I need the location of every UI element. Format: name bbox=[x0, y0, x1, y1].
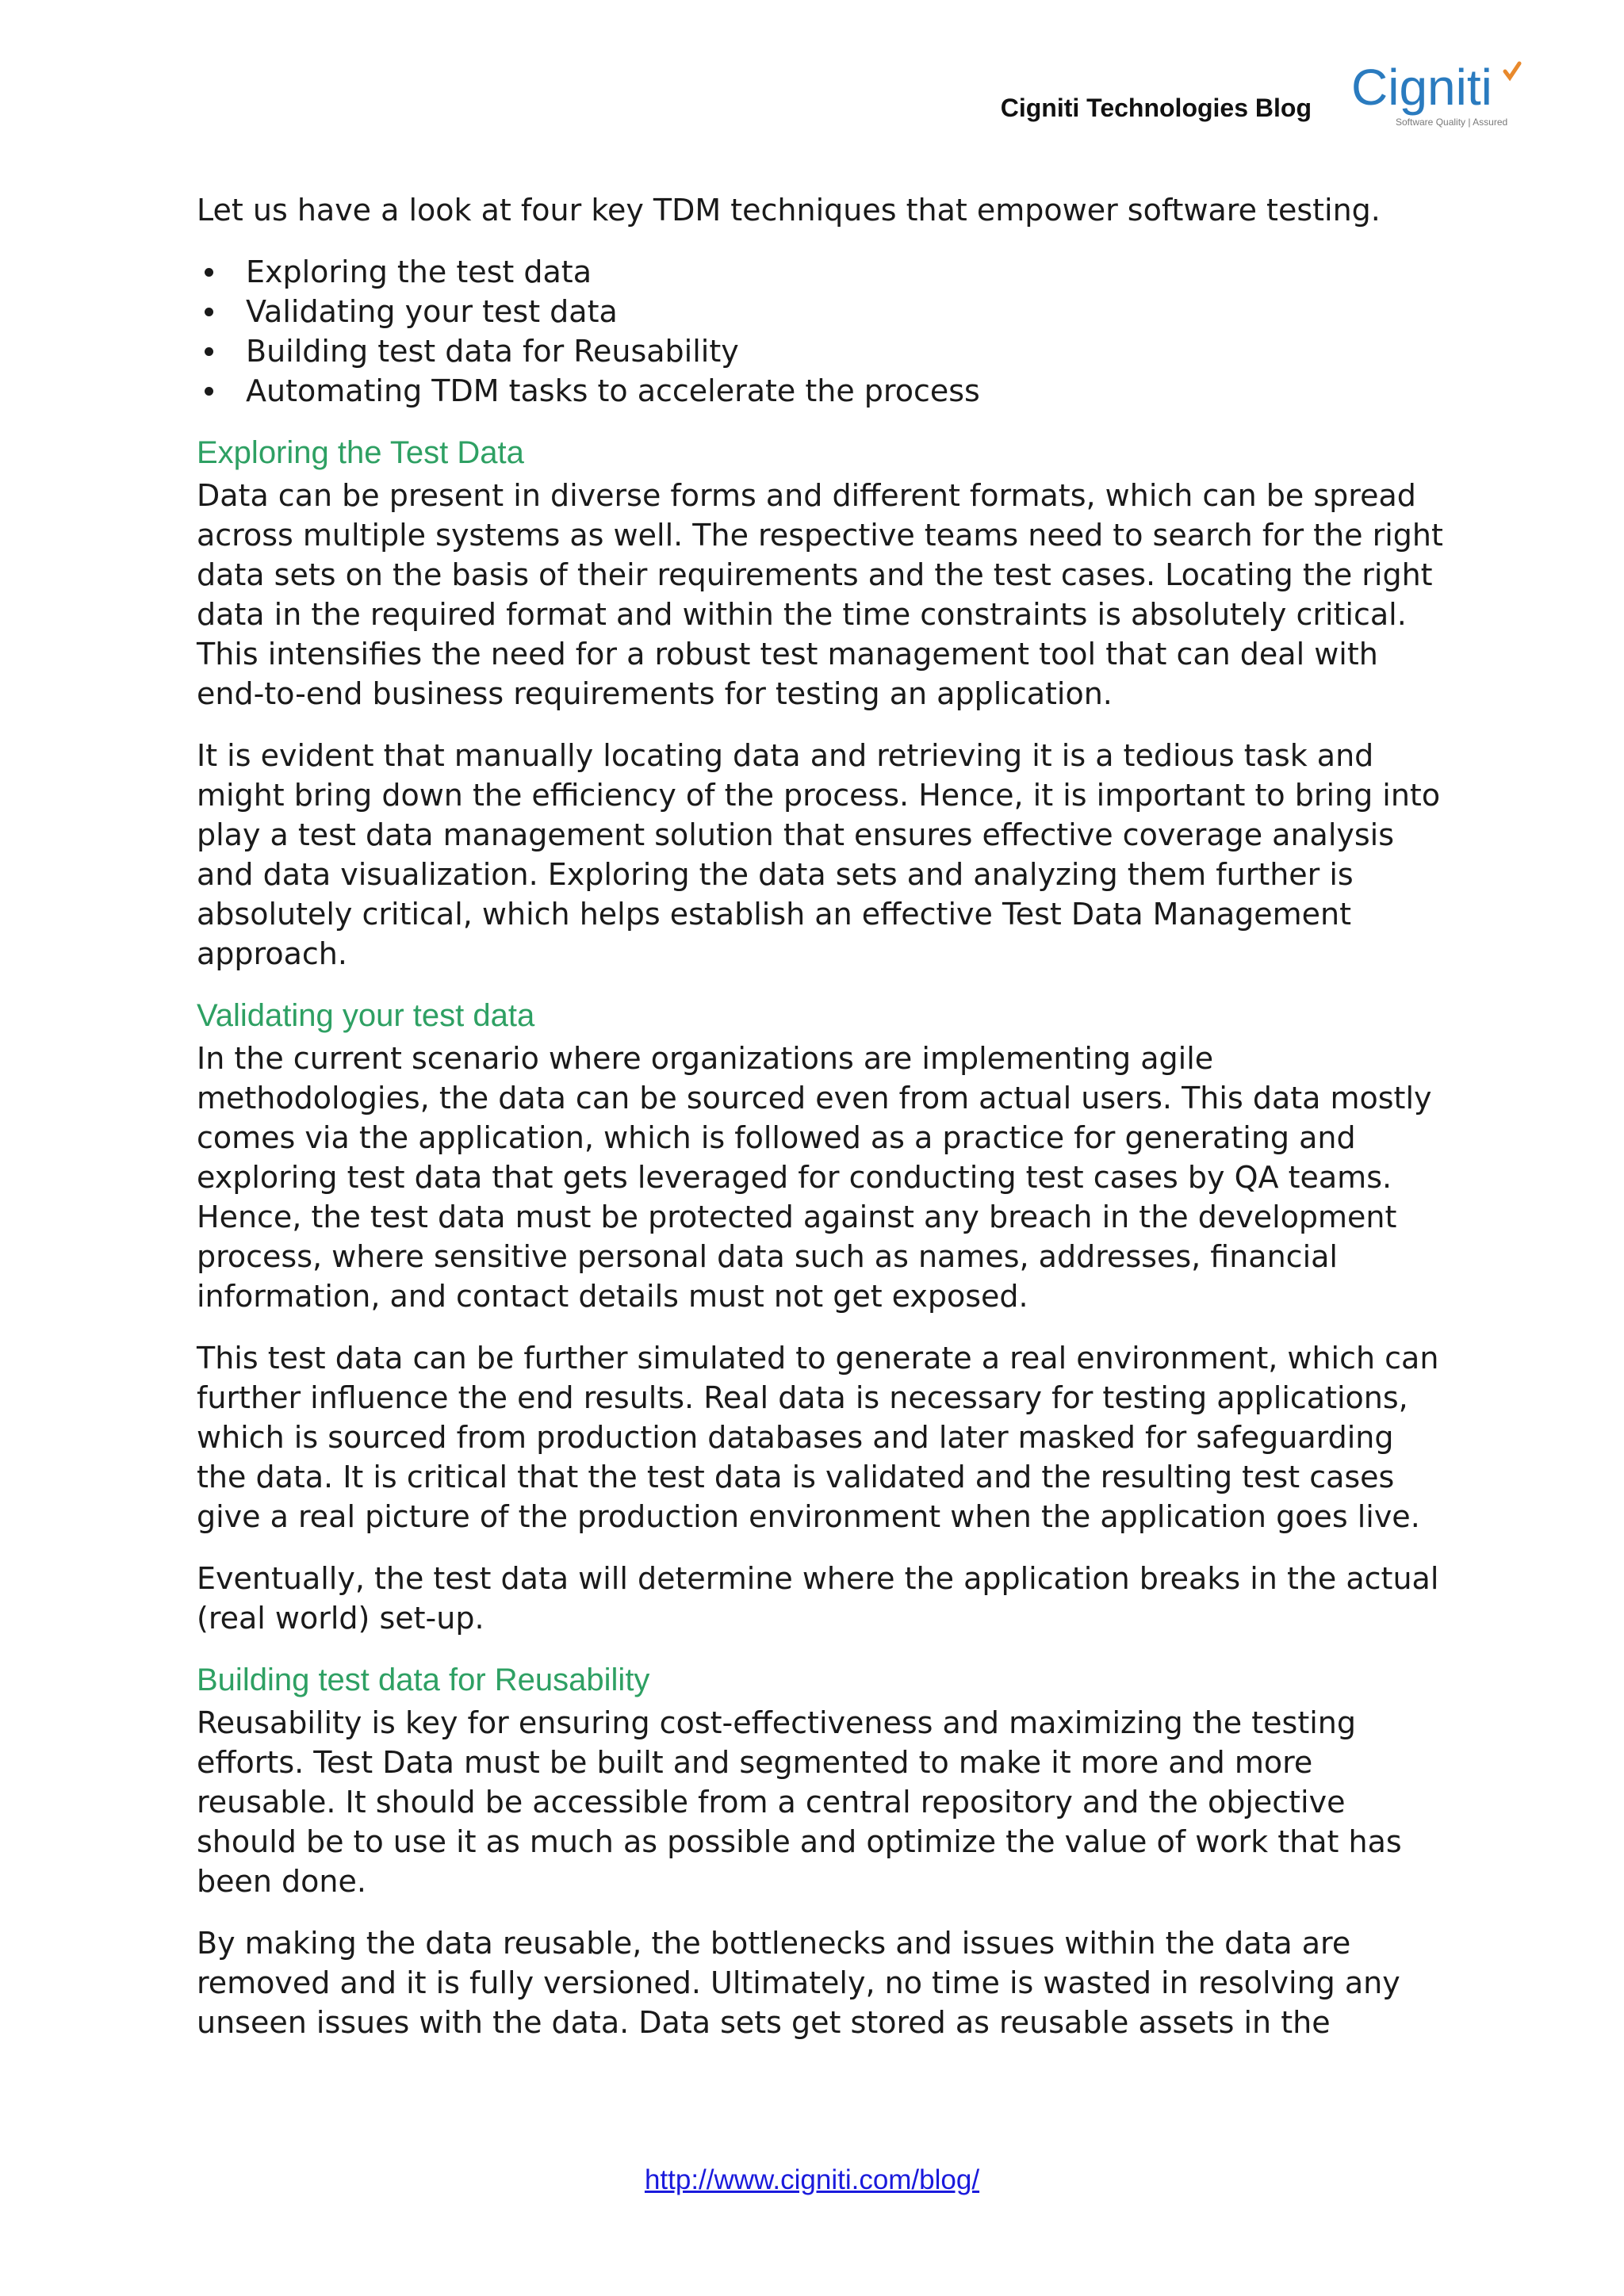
list-item bbox=[197, 292, 1450, 331]
intro-paragraph: Let us have a look at four key TDM techniques that empower software testing. bbox=[197, 193, 1381, 228]
bullet-icon bbox=[205, 308, 213, 316]
bullet-icon bbox=[205, 268, 213, 277]
technique-list bbox=[197, 252, 1450, 411]
list-item-text: Exploring the test data bbox=[246, 254, 592, 289]
bullet-icon bbox=[205, 347, 213, 356]
list-item-text: Building test data for Reusability bbox=[246, 334, 739, 369]
body-paragraph: Eventually, the test data will determine where the application breaks in the actual (real world) set-up. bbox=[197, 1561, 1439, 1636]
blog-title: Cigniti Technologies Blog bbox=[1000, 93, 1312, 122]
body-paragraph: Reusability is key for ensuring cost-effectiveness and maximizing the testing efforts. Test Data must be built and segmented to make it more and more reusable. It should be accessible from a central repository and the objective should be to use it as much as possible and optimize the value of work that has been done. bbox=[197, 1705, 1402, 1899]
section-heading-reusability: Building test data for Reusability bbox=[197, 1663, 650, 1697]
logo-wordmark: Cigniti bbox=[1351, 60, 1492, 116]
logo-tagline: Software Quality | Assured bbox=[1396, 117, 1508, 128]
logo-tick-icon bbox=[1505, 63, 1519, 78]
list-item-text: Validating your test data bbox=[246, 294, 618, 329]
list-item bbox=[197, 331, 1450, 371]
blog-url-link[interactable]: http://www.cigniti.com/blog/ bbox=[644, 2164, 980, 2195]
bullet-icon bbox=[205, 387, 213, 396]
list-item bbox=[197, 371, 1450, 411]
body-paragraph: This test data can be further simulated to generate a real environment, which can further influence the end results. Real data is necessary for testing applications, which is sourced from production databases and later masked for safeguarding the data. It is critical that the test data is validated and the resulting test cases give a real picture of the production environment when the application goes live. bbox=[197, 1341, 1439, 1534]
body-paragraph: It is evident that manually locating data and retrieving it is a tedious task and might bring down the efficiency of the process. Hence, it is important to bring into play a test data management solution that ensures effective coverage analysis and data visualization. Exploring the data sets and analyzing them further is absolutely critical, which helps establish an effective Test Data Management approach. bbox=[197, 738, 1441, 971]
page-header bbox=[1001, 60, 1545, 132]
body-paragraph: By making the data reusable, the bottlenecks and issues within the data are removed and it is fully versioned. Ultimately, no time is wasted in resolving any unseen issues with the data. Data sets get stored as reusable assets in the bbox=[197, 1926, 1400, 2040]
section-heading-exploring: Exploring the Test Data bbox=[197, 435, 524, 470]
body-paragraph: Data can be present in diverse forms and different formats, which can be spread across multiple systems as well. The respective teams need to search for the right data sets on the basis of their requirements and the test cases. Locating the right data in the required format and within the time constraints is absolutely critical. This intensifies the need for a robust test management tool that can deal with end-to-end business requirements for testing an application. bbox=[197, 478, 1443, 711]
document-body bbox=[197, 190, 1450, 2064]
cigniti-logo[interactable] bbox=[1346, 60, 1545, 132]
list-item-text: Automating TDM tasks to accelerate the process bbox=[246, 373, 980, 408]
list-item bbox=[197, 252, 1450, 292]
body-paragraph: In the current scenario where organizations are implementing agile methodologies, the data can be sourced even from actual users. This data mostly comes via the application, which is followed as a practice for generating and exploring test data that gets leveraged for conducting test cases by QA teams. Hence, the test data must be protected against any breach in the development process, where sensitive personal data such as names, addresses, financial information, and contact details must not get exposed. bbox=[197, 1041, 1432, 1314]
section-heading-validating: Validating your test data bbox=[197, 998, 535, 1033]
